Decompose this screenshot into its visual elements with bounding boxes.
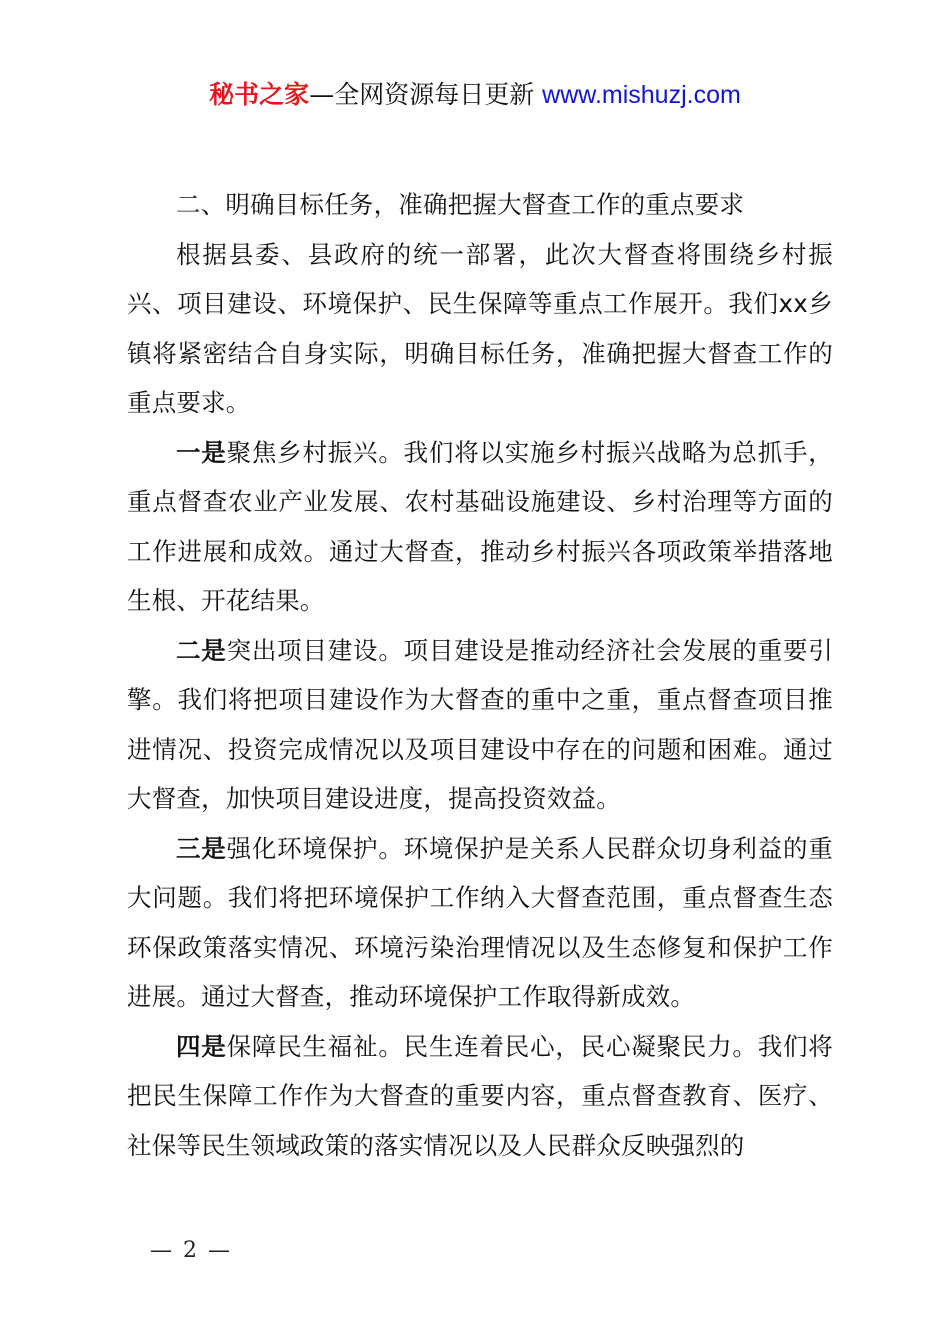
item-lead: 四是 [176,1031,227,1061]
document-body [127,180,833,1170]
header-slogan: 全网资源每日更新 [334,80,535,109]
intro-paragraph: 根据县委、县政府的统一部署，此次大督查将围绕乡村振兴、项目建设、环境保护、民生保障等重点工作展开。我们xx乡镇将紧密结合自身实际，明确目标任务，准确把握大督查工作的重点要求。 [127,239,833,417]
item-lead: 一是 [176,437,227,467]
header-dash: — [309,80,335,109]
item-lead: 二是 [176,635,227,665]
item-paragraph-2 [127,626,833,824]
item-paragraph-1 [127,428,833,626]
brand-name: 秘书之家 [209,80,310,109]
item-text: 保障民生福祉。民生连着民心，民心凝聚民力。我们将把民生保障工作作为大督查的重要内容，重点督查教育、医疗、社保等民生领域政策的落实情况以及人民群众反映强烈的 [127,1031,833,1160]
section-heading: 二、明确目标任务，准确把握大督查工作的重点要求 [176,190,745,219]
item-text: 突出项目建设。项目建设是推动经济社会发展的重要引擎。我们将把项目建设作为大督查的重中之重，重点督查项目推进情况、投资完成情况以及项目建设中存在的问题和困难。通过大督查，加快项目建设进度，提高投资效益。 [127,635,833,813]
page-header [0,78,950,112]
item-text: 聚焦乡村振兴。我们将以实施乡村振兴战略为总抓手，重点督查农业产业发展、农村基础设施建设、乡村治理等方面的工作进展和成效。通过大督查，推动乡村振兴各项政策举措落地生根、开花结果。 [127,437,833,615]
item-paragraph-3 [127,824,833,1022]
header-url-link[interactable]: www.mishuzj.com [542,81,741,109]
item-lead: 三是 [176,833,227,863]
item-text: 强化环境保护。环境保护是关系人民群众切身利益的重大问题。我们将把环境保护工作纳入大督查范围，重点督查生态环保政策落实情况、环境污染治理情况以及生态修复和保护工作进展。通过大督查，推动环境保护工作取得新成效。 [127,833,833,1011]
item-paragraph-4 [127,1022,833,1171]
page-number: — 2 — [150,1238,232,1263]
